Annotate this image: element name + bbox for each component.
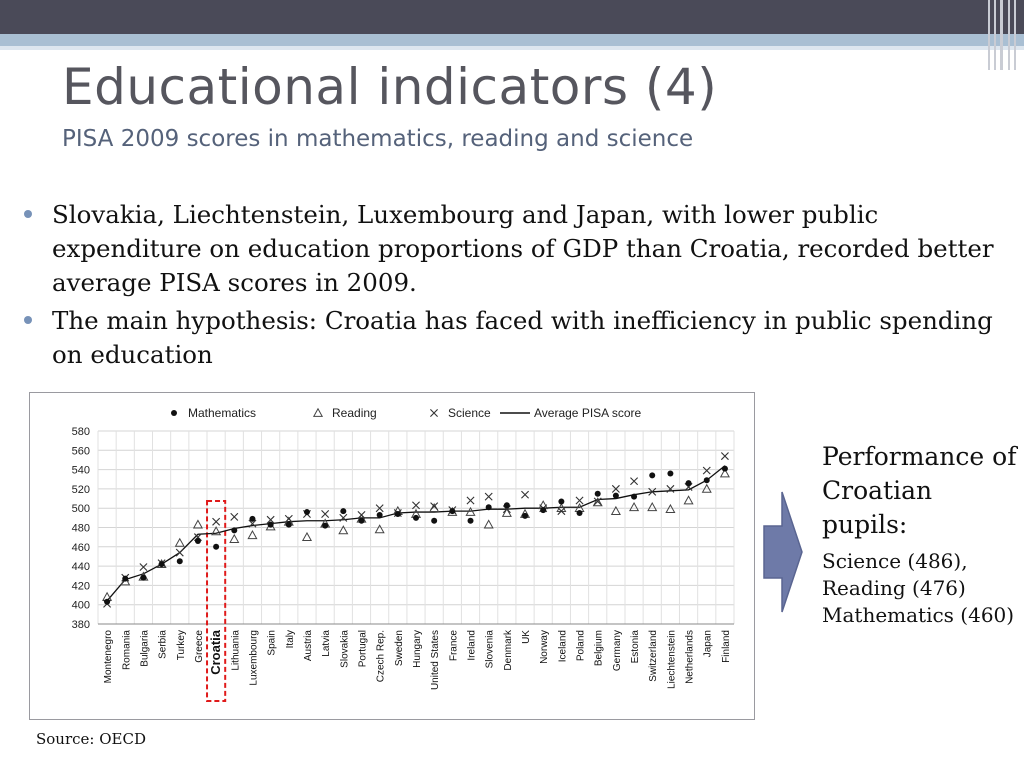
x-tick-label: UK	[521, 630, 533, 644]
bullet-dot-icon	[24, 316, 32, 324]
y-tick-label: 440	[71, 561, 90, 574]
mathematics-point	[268, 522, 274, 528]
croatia-performance-note	[822, 440, 1022, 629]
x-tick-label: Luxembourg	[248, 630, 260, 686]
top-accent-strip	[0, 34, 1024, 46]
x-tick-label: Norway	[539, 630, 551, 664]
x-tick-label: Estonia	[630, 630, 642, 664]
corner-decoration	[984, 0, 1024, 70]
x-tick-label: France	[448, 630, 460, 662]
y-tick-label: 520	[71, 483, 90, 496]
reading-score: Reading (476)	[822, 576, 966, 600]
bullet-text: Slovakia, Liechtenstein, Luxembourg and Japan, with lower public expenditure on education proportions of GDP than Croatia, recorded better average PISA scores in 2009.	[52, 200, 994, 297]
mathematics-point	[522, 513, 528, 519]
reading-point	[375, 525, 383, 533]
y-tick-label: 480	[71, 522, 90, 535]
y-tick-label: 560	[71, 445, 90, 458]
mathematics-point	[558, 498, 564, 504]
legend-label: Average PISA score	[534, 406, 642, 420]
bullet-text: The main hypothesis: Croatia has faced with inefficiency in public spending on education	[52, 306, 993, 369]
x-tick-label: Poland	[575, 630, 587, 662]
bullet-list	[22, 198, 1012, 376]
mathematics-point	[104, 599, 110, 605]
reading-point	[648, 503, 656, 511]
reading-point	[484, 520, 492, 528]
legend-label: Reading	[332, 406, 377, 420]
mathematics-point	[704, 477, 710, 483]
x-tick-label: Switzerland	[648, 630, 660, 682]
x-tick-label: Latvia	[321, 630, 333, 657]
x-tick-label: Italy	[284, 630, 296, 649]
mathematics-point	[304, 509, 310, 515]
bullet-item	[22, 198, 1012, 300]
reading-point	[303, 533, 311, 541]
science-point	[521, 491, 528, 498]
mathematics-point	[449, 508, 455, 514]
mathematics-point	[159, 561, 165, 567]
x-tick-label: Sweden	[393, 630, 405, 667]
mathematics-point	[686, 480, 692, 486]
mathematics-point	[631, 494, 637, 500]
mathematics-point	[358, 518, 364, 524]
mathematics-point	[177, 558, 183, 564]
mathematics-point	[431, 518, 437, 524]
science-point	[213, 518, 220, 525]
science-point	[467, 497, 474, 504]
x-tick-label: Spain	[266, 630, 278, 656]
x-tick-label: Netherlands	[684, 630, 696, 684]
science-point	[485, 493, 492, 500]
mathematics-point	[249, 516, 255, 522]
x-tick-label: Montenegro	[103, 630, 115, 684]
bullet-item	[22, 304, 1012, 372]
mathematics-point	[195, 538, 201, 544]
x-tick-label: Belgium	[593, 630, 605, 667]
mathematics-point	[286, 522, 292, 528]
legend-science-marker	[430, 409, 437, 416]
legend-mathematics-marker	[171, 410, 177, 416]
y-tick-label: 500	[71, 503, 90, 516]
reading-point	[684, 496, 692, 504]
mathematics-point	[122, 576, 128, 582]
y-tick-label: 380	[71, 619, 90, 631]
legend-label: Science	[448, 406, 491, 420]
reading-point	[666, 505, 674, 513]
mathematics-point	[322, 523, 328, 529]
x-tick-label: Denmark	[502, 630, 514, 671]
right-arrow-icon	[762, 490, 804, 614]
performance-heading: Performance of Croatian pupils:	[822, 442, 1017, 539]
mathematics-point	[540, 507, 546, 513]
mathematics-point	[395, 511, 401, 517]
x-tick-label: Ireland	[466, 630, 478, 661]
x-tick-label: Lithuania	[230, 630, 242, 671]
mathematics-point	[486, 504, 492, 510]
x-tick-label: Bulgaria	[139, 630, 151, 667]
science-point	[721, 452, 728, 459]
science-point	[176, 549, 183, 556]
mathematics-point	[722, 466, 728, 472]
top-accent-strip-light	[0, 46, 1024, 50]
top-bar	[0, 0, 1024, 34]
series-average-line	[107, 466, 725, 601]
mathematics-point	[577, 510, 583, 516]
y-tick-label: 400	[71, 599, 90, 612]
science-score: Science (486),	[822, 549, 968, 573]
mathematics-score: Mathematics (460)	[822, 603, 1015, 627]
mathematics-point	[377, 512, 383, 518]
mathematics-point	[213, 544, 219, 550]
x-tick-label: Japan	[702, 630, 714, 658]
science-point	[703, 467, 710, 474]
slide-title: Educational indicators (4)	[62, 58, 718, 116]
mathematics-point	[595, 491, 601, 497]
mathematics-point	[140, 575, 146, 581]
reading-point	[176, 539, 184, 547]
x-tick-label: United States	[430, 630, 442, 691]
reading-point	[230, 535, 238, 543]
x-tick-label: Czech Rep.	[375, 630, 387, 683]
source-note: Source: OECD	[36, 730, 146, 748]
y-tick-label: 420	[71, 580, 90, 593]
mathematics-point	[504, 502, 510, 508]
science-point	[322, 510, 329, 517]
x-tick-label: Serbia	[157, 630, 169, 659]
x-tick-label: Slovenia	[484, 630, 496, 669]
pisa-chart-frame	[29, 392, 755, 720]
bullet-dot-icon	[24, 210, 32, 218]
science-point	[231, 513, 238, 520]
y-tick-label: 540	[71, 464, 90, 477]
mathematics-point	[231, 527, 237, 533]
reading-point	[194, 520, 202, 528]
x-tick-label: Germany	[611, 630, 623, 672]
mathematics-point	[667, 470, 673, 476]
mathematics-point	[613, 493, 619, 499]
y-tick-label: 460	[71, 541, 90, 554]
y-tick-label: 580	[71, 426, 90, 438]
x-tick-label: Slovakia	[339, 630, 351, 668]
x-tick-label: Liechtenstein	[666, 630, 678, 689]
reading-point	[248, 531, 256, 539]
x-tick-label: Romania	[121, 630, 133, 671]
mathematics-point	[413, 515, 419, 521]
x-tick-label: Croatia	[208, 630, 224, 675]
x-tick-label: Turkey	[175, 630, 187, 661]
reading-point	[630, 503, 638, 511]
pisa-chart	[30, 393, 756, 721]
mathematics-point	[340, 508, 346, 514]
x-tick-label: Greece	[193, 630, 205, 663]
legend-label: Mathematics	[188, 406, 257, 420]
x-tick-label: Portugal	[357, 630, 369, 668]
x-tick-label: Hungary	[412, 630, 423, 668]
science-point	[630, 478, 637, 485]
x-tick-label: Finland	[720, 630, 732, 663]
x-tick-label: Austria	[302, 630, 314, 662]
slide-subtitle: PISA 2009 scores in mathematics, reading and science	[62, 126, 694, 152]
legend-reading-marker	[314, 409, 322, 417]
x-tick-label: Iceland	[557, 630, 569, 663]
science-point	[140, 563, 147, 570]
mathematics-point	[649, 472, 655, 478]
mathematics-point	[468, 518, 474, 524]
